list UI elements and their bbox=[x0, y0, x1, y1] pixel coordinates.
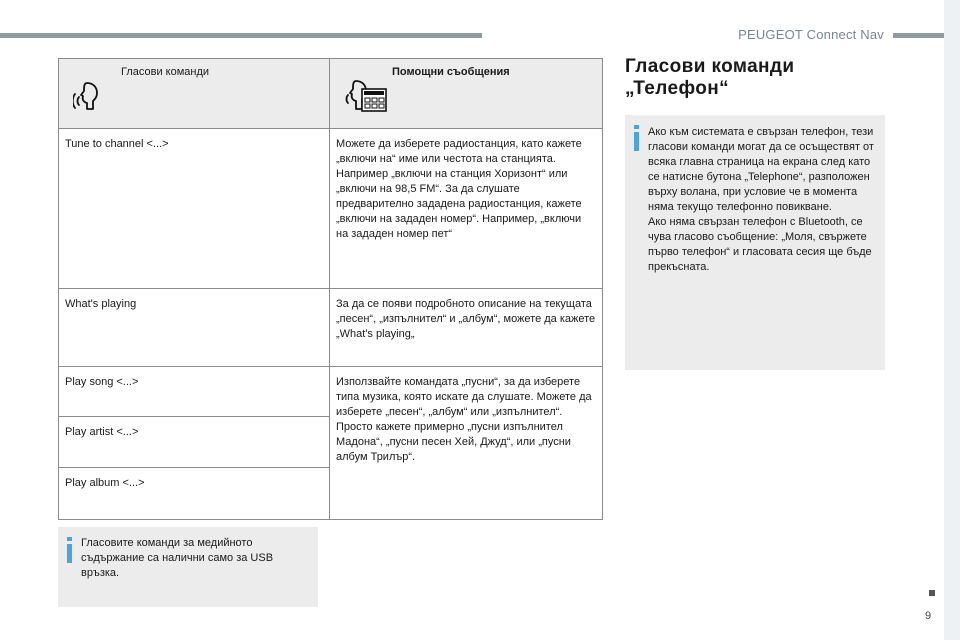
command-cell: What's playing bbox=[59, 289, 330, 367]
header-cell-commands bbox=[59, 59, 330, 129]
info-icon bbox=[631, 125, 642, 151]
page-edge-band bbox=[944, 0, 960, 640]
brand-rule bbox=[893, 33, 944, 38]
header-rule bbox=[0, 33, 482, 38]
phone-paragraph-2: Ако няма свързан телефон с Bluetooth, се чува гласово съобщение: „Моля, свържете първо телефон“ и гласовата сесия ще бъде прекъсната. bbox=[648, 216, 872, 273]
usb-tip-box bbox=[58, 527, 318, 607]
header-cell-help bbox=[330, 59, 603, 129]
table-row bbox=[59, 367, 603, 417]
header-label-help: Помощни съобщения bbox=[392, 66, 510, 78]
header-label-commands: Гласови команди bbox=[121, 66, 210, 78]
section-title-line1: Гласови команди bbox=[625, 56, 795, 77]
table-row bbox=[59, 289, 603, 367]
page-number: 9 bbox=[925, 610, 932, 622]
command-cell: Play album <...> bbox=[59, 468, 330, 520]
help-cell: Можете да изберете радиостанция, като кажете „включи на“ име или честота на станцията. Например „включи на станция Хоризонт“ или „включи на 98,5 FM“. За да слушате предварително зададена радиостанция, кажете „включи на зададен номер“. Например, „включи на зададен номер пет“ bbox=[330, 129, 603, 289]
table-row bbox=[59, 129, 603, 289]
section-title-line2: „Телефон“ bbox=[625, 78, 729, 99]
command-cell: Play song <...> bbox=[59, 367, 330, 417]
voice-commands-table bbox=[58, 58, 603, 520]
voice-command-icon bbox=[73, 77, 107, 118]
help-cell: За да се появи подробното описание на текущата „песен“, „изпълнител“ и „албум“, можете да кажете „What's playing„ bbox=[330, 289, 603, 367]
info-icon bbox=[64, 537, 75, 563]
tip-text: Гласовите команди за медийното съдържание са налични само за USB връзка. bbox=[81, 537, 274, 579]
section-title bbox=[625, 56, 794, 100]
voice-help-icon bbox=[344, 77, 388, 120]
end-marker bbox=[929, 590, 935, 596]
phone-paragraph-1: Ако към системата е свързан телефон, тези гласови команди могат да се осъществят от всяка главна страница на екрана след като се натисне бутона „Telephone“, разположен върху волана, при условие че в момента няма текущо телефонно повикване. bbox=[648, 126, 874, 213]
brand-label: PEUGEOT Connect Nav bbox=[738, 27, 884, 42]
help-cell: Използвайте командата „пусни“, за да изберете типа музика, която искате да слушате. Можете да изберете „песен“, „албум“ или „изпълнител“. Просто кажете примерно „пусни изпълнител Мадона“, „пусни песен Хей, Джуд“, или „пусни албум Трилър“. bbox=[330, 367, 603, 520]
command-cell: Tune to channel <...> bbox=[59, 129, 330, 289]
table-header-row bbox=[59, 59, 603, 129]
command-cell: Play artist <...> bbox=[59, 417, 330, 468]
phone-info-box bbox=[625, 115, 885, 370]
